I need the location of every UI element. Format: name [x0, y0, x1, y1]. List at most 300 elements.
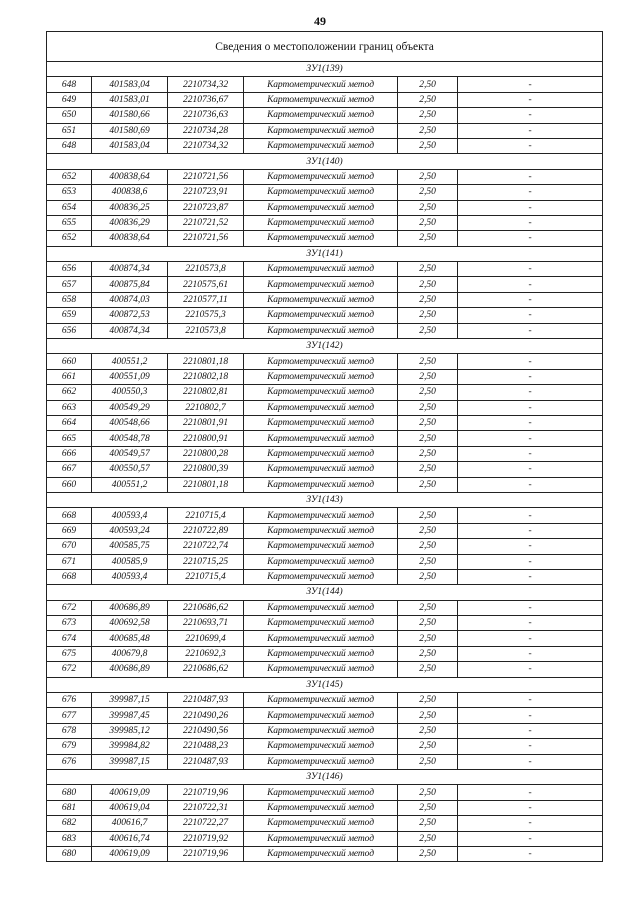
point-number-cell: 675: [47, 646, 92, 661]
method-cell: Картометрический метод: [244, 308, 398, 323]
table-row: [47, 400, 603, 415]
x-coordinate-cell: 400686,89: [92, 600, 168, 615]
page-number: 49: [314, 14, 326, 28]
x-coordinate-cell: 400875,84: [92, 277, 168, 292]
table-row: [47, 292, 603, 307]
accuracy-cell: 2,50: [398, 262, 458, 277]
point-number-cell: 649: [47, 92, 92, 107]
method-cell: Картометрический метод: [244, 662, 398, 677]
x-coordinate-cell: 401583,04: [92, 77, 168, 92]
group-name: ЗУ1(145): [47, 677, 603, 692]
description-cell: -: [458, 385, 603, 400]
method-cell: Картометрический метод: [244, 108, 398, 123]
description-cell: -: [458, 292, 603, 307]
table-row: [47, 446, 603, 461]
y-coordinate-cell: 2210715,4: [168, 569, 244, 584]
method-cell: Картометрический метод: [244, 600, 398, 615]
x-coordinate-cell: 399984,82: [92, 739, 168, 754]
description-cell: -: [458, 369, 603, 384]
x-coordinate-cell: 400874,34: [92, 262, 168, 277]
x-coordinate-cell: 400686,89: [92, 662, 168, 677]
description-cell: -: [458, 662, 603, 677]
point-number-cell: 656: [47, 262, 92, 277]
point-number-cell: 670: [47, 539, 92, 554]
description-cell: -: [458, 200, 603, 215]
table-row: [47, 369, 603, 384]
group-name: ЗУ1(141): [47, 246, 603, 261]
table-row: [47, 323, 603, 338]
accuracy-cell: 2,50: [398, 600, 458, 615]
y-coordinate-cell: 2210573,8: [168, 323, 244, 338]
method-cell: Картометрический метод: [244, 262, 398, 277]
accuracy-cell: 2,50: [398, 369, 458, 384]
y-coordinate-cell: 2210573,8: [168, 262, 244, 277]
description-cell: -: [458, 431, 603, 446]
group-header-row: [47, 246, 603, 261]
accuracy-cell: 2,50: [398, 831, 458, 846]
table-row: [47, 138, 603, 153]
point-number-cell: 666: [47, 446, 92, 461]
y-coordinate-cell: 2210575,61: [168, 277, 244, 292]
description-cell: -: [458, 785, 603, 800]
y-coordinate-cell: 2210800,28: [168, 446, 244, 461]
accuracy-cell: 2,50: [398, 138, 458, 153]
y-coordinate-cell: 2210802,81: [168, 385, 244, 400]
description-cell: -: [458, 215, 603, 230]
group-name: ЗУ1(140): [47, 154, 603, 169]
point-number-cell: 668: [47, 569, 92, 584]
table-row: [47, 554, 603, 569]
point-number-cell: 656: [47, 323, 92, 338]
point-number-cell: 672: [47, 662, 92, 677]
method-cell: Картометрический метод: [244, 462, 398, 477]
accuracy-cell: 2,50: [398, 277, 458, 292]
table-row: [47, 477, 603, 492]
description-cell: -: [458, 754, 603, 769]
point-number-cell: 661: [47, 369, 92, 384]
y-coordinate-cell: 2210721,52: [168, 215, 244, 230]
group-name: ЗУ1(142): [47, 339, 603, 354]
group-name: ЗУ1(146): [47, 769, 603, 784]
method-cell: Картометрический метод: [244, 477, 398, 492]
y-coordinate-cell: 2210719,96: [168, 785, 244, 800]
table-row: [47, 77, 603, 92]
description-cell: -: [458, 415, 603, 430]
table-row: [47, 277, 603, 292]
description-cell: -: [458, 108, 603, 123]
point-number-cell: 678: [47, 723, 92, 738]
point-number-cell: 664: [47, 415, 92, 430]
accuracy-cell: 2,50: [398, 708, 458, 723]
x-coordinate-cell: 400838,64: [92, 231, 168, 246]
y-coordinate-cell: 2210723,91: [168, 185, 244, 200]
accuracy-cell: 2,50: [398, 816, 458, 831]
point-number-cell: 669: [47, 523, 92, 538]
group-header-row: [47, 492, 603, 507]
description-cell: -: [458, 693, 603, 708]
table-title: Сведения о местоположении границ объекта: [47, 32, 603, 62]
x-coordinate-cell: 399987,15: [92, 693, 168, 708]
description-cell: -: [458, 554, 603, 569]
point-number-cell: 676: [47, 693, 92, 708]
point-number-cell: 652: [47, 231, 92, 246]
x-coordinate-cell: 400616,74: [92, 831, 168, 846]
group-header-row: [47, 769, 603, 784]
table-row: [47, 800, 603, 815]
table-row: [47, 523, 603, 538]
table-row: [47, 169, 603, 184]
x-coordinate-cell: 400679,8: [92, 646, 168, 661]
table-row: [47, 431, 603, 446]
accuracy-cell: 2,50: [398, 846, 458, 861]
description-cell: -: [458, 846, 603, 861]
y-coordinate-cell: 2210800,39: [168, 462, 244, 477]
method-cell: Картометрический метод: [244, 539, 398, 554]
accuracy-cell: 2,50: [398, 415, 458, 430]
table-row: [47, 354, 603, 369]
method-cell: Картометрический метод: [244, 385, 398, 400]
point-number-cell: 680: [47, 785, 92, 800]
point-number-cell: 682: [47, 816, 92, 831]
description-cell: -: [458, 77, 603, 92]
description-cell: -: [458, 400, 603, 415]
x-coordinate-cell: 400619,09: [92, 785, 168, 800]
x-coordinate-cell: 400619,09: [92, 846, 168, 861]
table-row: [47, 508, 603, 523]
method-cell: Картометрический метод: [244, 785, 398, 800]
accuracy-cell: 2,50: [398, 185, 458, 200]
description-cell: -: [458, 138, 603, 153]
point-number-cell: 648: [47, 138, 92, 153]
table-row: [47, 831, 603, 846]
y-coordinate-cell: 2210490,26: [168, 708, 244, 723]
y-coordinate-cell: 2210736,63: [168, 108, 244, 123]
x-coordinate-cell: 399987,45: [92, 708, 168, 723]
point-number-cell: 674: [47, 631, 92, 646]
method-cell: Картометрический метод: [244, 739, 398, 754]
group-name: ЗУ1(143): [47, 492, 603, 507]
y-coordinate-cell: 2210692,3: [168, 646, 244, 661]
accuracy-cell: 2,50: [398, 800, 458, 815]
description-cell: -: [458, 169, 603, 184]
method-cell: Картометрический метод: [244, 569, 398, 584]
y-coordinate-cell: 2210699,4: [168, 631, 244, 646]
method-cell: Картометрический метод: [244, 693, 398, 708]
accuracy-cell: 2,50: [398, 323, 458, 338]
group-name: ЗУ1(139): [47, 62, 603, 77]
table-header-row: [47, 32, 603, 62]
y-coordinate-cell: 2210686,62: [168, 600, 244, 615]
point-number-cell: 657: [47, 277, 92, 292]
method-cell: Картометрический метод: [244, 77, 398, 92]
point-number-cell: 651: [47, 123, 92, 138]
accuracy-cell: 2,50: [398, 662, 458, 677]
group-header-row: [47, 154, 603, 169]
description-cell: -: [458, 323, 603, 338]
method-cell: Картометрический метод: [244, 92, 398, 107]
point-number-cell: 671: [47, 554, 92, 569]
point-number-cell: 658: [47, 292, 92, 307]
description-cell: -: [458, 277, 603, 292]
point-number-cell: 667: [47, 462, 92, 477]
x-coordinate-cell: 400549,57: [92, 446, 168, 461]
method-cell: Картометрический метод: [244, 369, 398, 384]
x-coordinate-cell: 400593,24: [92, 523, 168, 538]
accuracy-cell: 2,50: [398, 400, 458, 415]
point-number-cell: 663: [47, 400, 92, 415]
description-cell: -: [458, 631, 603, 646]
description-cell: -: [458, 569, 603, 584]
table-row: [47, 231, 603, 246]
y-coordinate-cell: 2210734,32: [168, 138, 244, 153]
group-header-row: [47, 339, 603, 354]
y-coordinate-cell: 2210722,31: [168, 800, 244, 815]
x-coordinate-cell: 400585,75: [92, 539, 168, 554]
method-cell: Картометрический метод: [244, 800, 398, 815]
method-cell: Картометрический метод: [244, 646, 398, 661]
description-cell: -: [458, 354, 603, 369]
point-number-cell: 673: [47, 616, 92, 631]
method-cell: Картометрический метод: [244, 123, 398, 138]
x-coordinate-cell: 400593,4: [92, 508, 168, 523]
point-number-cell: 650: [47, 108, 92, 123]
point-number-cell: 665: [47, 431, 92, 446]
table-row: [47, 693, 603, 708]
table-row: [47, 185, 603, 200]
point-number-cell: 654: [47, 200, 92, 215]
description-cell: -: [458, 92, 603, 107]
table-row: [47, 123, 603, 138]
table-row: [47, 415, 603, 430]
x-coordinate-cell: 400551,2: [92, 354, 168, 369]
point-number-cell: 660: [47, 354, 92, 369]
y-coordinate-cell: 2210719,92: [168, 831, 244, 846]
table-row: [47, 723, 603, 738]
x-coordinate-cell: 400836,29: [92, 215, 168, 230]
table-row: [47, 631, 603, 646]
point-number-cell: 653: [47, 185, 92, 200]
x-coordinate-cell: 400585,9: [92, 554, 168, 569]
accuracy-cell: 2,50: [398, 431, 458, 446]
y-coordinate-cell: 2210802,18: [168, 369, 244, 384]
method-cell: Картометрический метод: [244, 169, 398, 184]
description-cell: -: [458, 723, 603, 738]
method-cell: Картометрический метод: [244, 354, 398, 369]
accuracy-cell: 2,50: [398, 385, 458, 400]
point-number-cell: 677: [47, 708, 92, 723]
y-coordinate-cell: 2210734,32: [168, 77, 244, 92]
accuracy-cell: 2,50: [398, 215, 458, 230]
boundary-table: [46, 31, 603, 862]
table-row: [47, 262, 603, 277]
method-cell: Картометрический метод: [244, 816, 398, 831]
x-coordinate-cell: 400551,2: [92, 477, 168, 492]
point-number-cell: 683: [47, 831, 92, 846]
y-coordinate-cell: 2210801,18: [168, 477, 244, 492]
description-cell: -: [458, 739, 603, 754]
table-row: [47, 462, 603, 477]
table-row: [47, 662, 603, 677]
point-number-cell: 655: [47, 215, 92, 230]
accuracy-cell: 2,50: [398, 646, 458, 661]
x-coordinate-cell: 400548,78: [92, 431, 168, 446]
table-row: [47, 616, 603, 631]
y-coordinate-cell: 2210801,18: [168, 354, 244, 369]
method-cell: Картометрический метод: [244, 708, 398, 723]
point-number-cell: 672: [47, 600, 92, 615]
description-cell: -: [458, 123, 603, 138]
y-coordinate-cell: 2210800,91: [168, 431, 244, 446]
x-coordinate-cell: 400874,03: [92, 292, 168, 307]
table-row: [47, 708, 603, 723]
accuracy-cell: 2,50: [398, 631, 458, 646]
table-row: [47, 646, 603, 661]
x-coordinate-cell: 400551,09: [92, 369, 168, 384]
point-number-cell: 668: [47, 508, 92, 523]
x-coordinate-cell: 401580,66: [92, 108, 168, 123]
y-coordinate-cell: 2210722,89: [168, 523, 244, 538]
point-number-cell: 662: [47, 385, 92, 400]
x-coordinate-cell: 401583,01: [92, 92, 168, 107]
accuracy-cell: 2,50: [398, 508, 458, 523]
x-coordinate-cell: 400874,34: [92, 323, 168, 338]
description-cell: -: [458, 446, 603, 461]
method-cell: Картометрический метод: [244, 323, 398, 338]
y-coordinate-cell: 2210723,87: [168, 200, 244, 215]
group-name: ЗУ1(144): [47, 585, 603, 600]
accuracy-cell: 2,50: [398, 693, 458, 708]
y-coordinate-cell: 2210490,56: [168, 723, 244, 738]
description-cell: -: [458, 539, 603, 554]
method-cell: Картометрический метод: [244, 292, 398, 307]
accuracy-cell: 2,50: [398, 739, 458, 754]
table-row: [47, 600, 603, 615]
accuracy-cell: 2,50: [398, 108, 458, 123]
x-coordinate-cell: 400548,66: [92, 415, 168, 430]
accuracy-cell: 2,50: [398, 200, 458, 215]
table-row: [47, 200, 603, 215]
accuracy-cell: 2,50: [398, 569, 458, 584]
x-coordinate-cell: 400616,7: [92, 816, 168, 831]
description-cell: -: [458, 185, 603, 200]
accuracy-cell: 2,50: [398, 292, 458, 307]
point-number-cell: 679: [47, 739, 92, 754]
x-coordinate-cell: 400593,4: [92, 569, 168, 584]
method-cell: Картометрический метод: [244, 616, 398, 631]
table-row: [47, 92, 603, 107]
y-coordinate-cell: 2210802,7: [168, 400, 244, 415]
accuracy-cell: 2,50: [398, 785, 458, 800]
description-cell: -: [458, 523, 603, 538]
x-coordinate-cell: 399987,15: [92, 754, 168, 769]
y-coordinate-cell: 2210722,27: [168, 816, 244, 831]
method-cell: Картометрический метод: [244, 200, 398, 215]
method-cell: Картометрический метод: [244, 415, 398, 430]
method-cell: Картометрический метод: [244, 754, 398, 769]
y-coordinate-cell: 2210693,71: [168, 616, 244, 631]
description-cell: -: [458, 831, 603, 846]
method-cell: Картометрический метод: [244, 631, 398, 646]
method-cell: Картометрический метод: [244, 446, 398, 461]
description-cell: -: [458, 508, 603, 523]
x-coordinate-cell: 400685,48: [92, 631, 168, 646]
method-cell: Картометрический метод: [244, 431, 398, 446]
accuracy-cell: 2,50: [398, 523, 458, 538]
accuracy-cell: 2,50: [398, 754, 458, 769]
method-cell: Картометрический метод: [244, 138, 398, 153]
y-coordinate-cell: 2210575,3: [168, 308, 244, 323]
method-cell: Картометрический метод: [244, 831, 398, 846]
y-coordinate-cell: 2210487,93: [168, 754, 244, 769]
table-row: [47, 108, 603, 123]
description-cell: -: [458, 308, 603, 323]
y-coordinate-cell: 2210736,67: [168, 92, 244, 107]
y-coordinate-cell: 2210722,74: [168, 539, 244, 554]
table-row: [47, 785, 603, 800]
y-coordinate-cell: 2210719,96: [168, 846, 244, 861]
accuracy-cell: 2,50: [398, 723, 458, 738]
y-coordinate-cell: 2210721,56: [168, 231, 244, 246]
method-cell: Картометрический метод: [244, 231, 398, 246]
point-number-cell: 659: [47, 308, 92, 323]
accuracy-cell: 2,50: [398, 354, 458, 369]
point-number-cell: 652: [47, 169, 92, 184]
x-coordinate-cell: 400692,58: [92, 616, 168, 631]
description-cell: -: [458, 800, 603, 815]
method-cell: Картометрический метод: [244, 523, 398, 538]
method-cell: Картометрический метод: [244, 508, 398, 523]
method-cell: Картометрический метод: [244, 215, 398, 230]
table-row: [47, 816, 603, 831]
x-coordinate-cell: 400549,29: [92, 400, 168, 415]
y-coordinate-cell: 2210801,91: [168, 415, 244, 430]
group-header-row: [47, 62, 603, 77]
y-coordinate-cell: 2210721,56: [168, 169, 244, 184]
y-coordinate-cell: 2210577,11: [168, 292, 244, 307]
accuracy-cell: 2,50: [398, 123, 458, 138]
description-cell: -: [458, 646, 603, 661]
method-cell: Картометрический метод: [244, 846, 398, 861]
method-cell: Картометрический метод: [244, 185, 398, 200]
description-cell: -: [458, 462, 603, 477]
x-coordinate-cell: 400619,04: [92, 800, 168, 815]
table-row: [47, 846, 603, 861]
y-coordinate-cell: 2210488,23: [168, 739, 244, 754]
accuracy-cell: 2,50: [398, 92, 458, 107]
table-row: [47, 385, 603, 400]
table-row: [47, 539, 603, 554]
y-coordinate-cell: 2210715,4: [168, 508, 244, 523]
x-coordinate-cell: 400550,3: [92, 385, 168, 400]
accuracy-cell: 2,50: [398, 462, 458, 477]
table-row: [47, 754, 603, 769]
description-cell: -: [458, 262, 603, 277]
point-number-cell: 680: [47, 846, 92, 861]
x-coordinate-cell: 400550,57: [92, 462, 168, 477]
table-row: [47, 739, 603, 754]
method-cell: Картометрический метод: [244, 400, 398, 415]
y-coordinate-cell: 2210686,62: [168, 662, 244, 677]
y-coordinate-cell: 2210715,25: [168, 554, 244, 569]
method-cell: Картометрический метод: [244, 554, 398, 569]
description-cell: -: [458, 816, 603, 831]
method-cell: Картометрический метод: [244, 723, 398, 738]
x-coordinate-cell: 399985,12: [92, 723, 168, 738]
y-coordinate-cell: 2210487,93: [168, 693, 244, 708]
method-cell: Картометрический метод: [244, 277, 398, 292]
table-row: [47, 569, 603, 584]
description-cell: -: [458, 616, 603, 631]
